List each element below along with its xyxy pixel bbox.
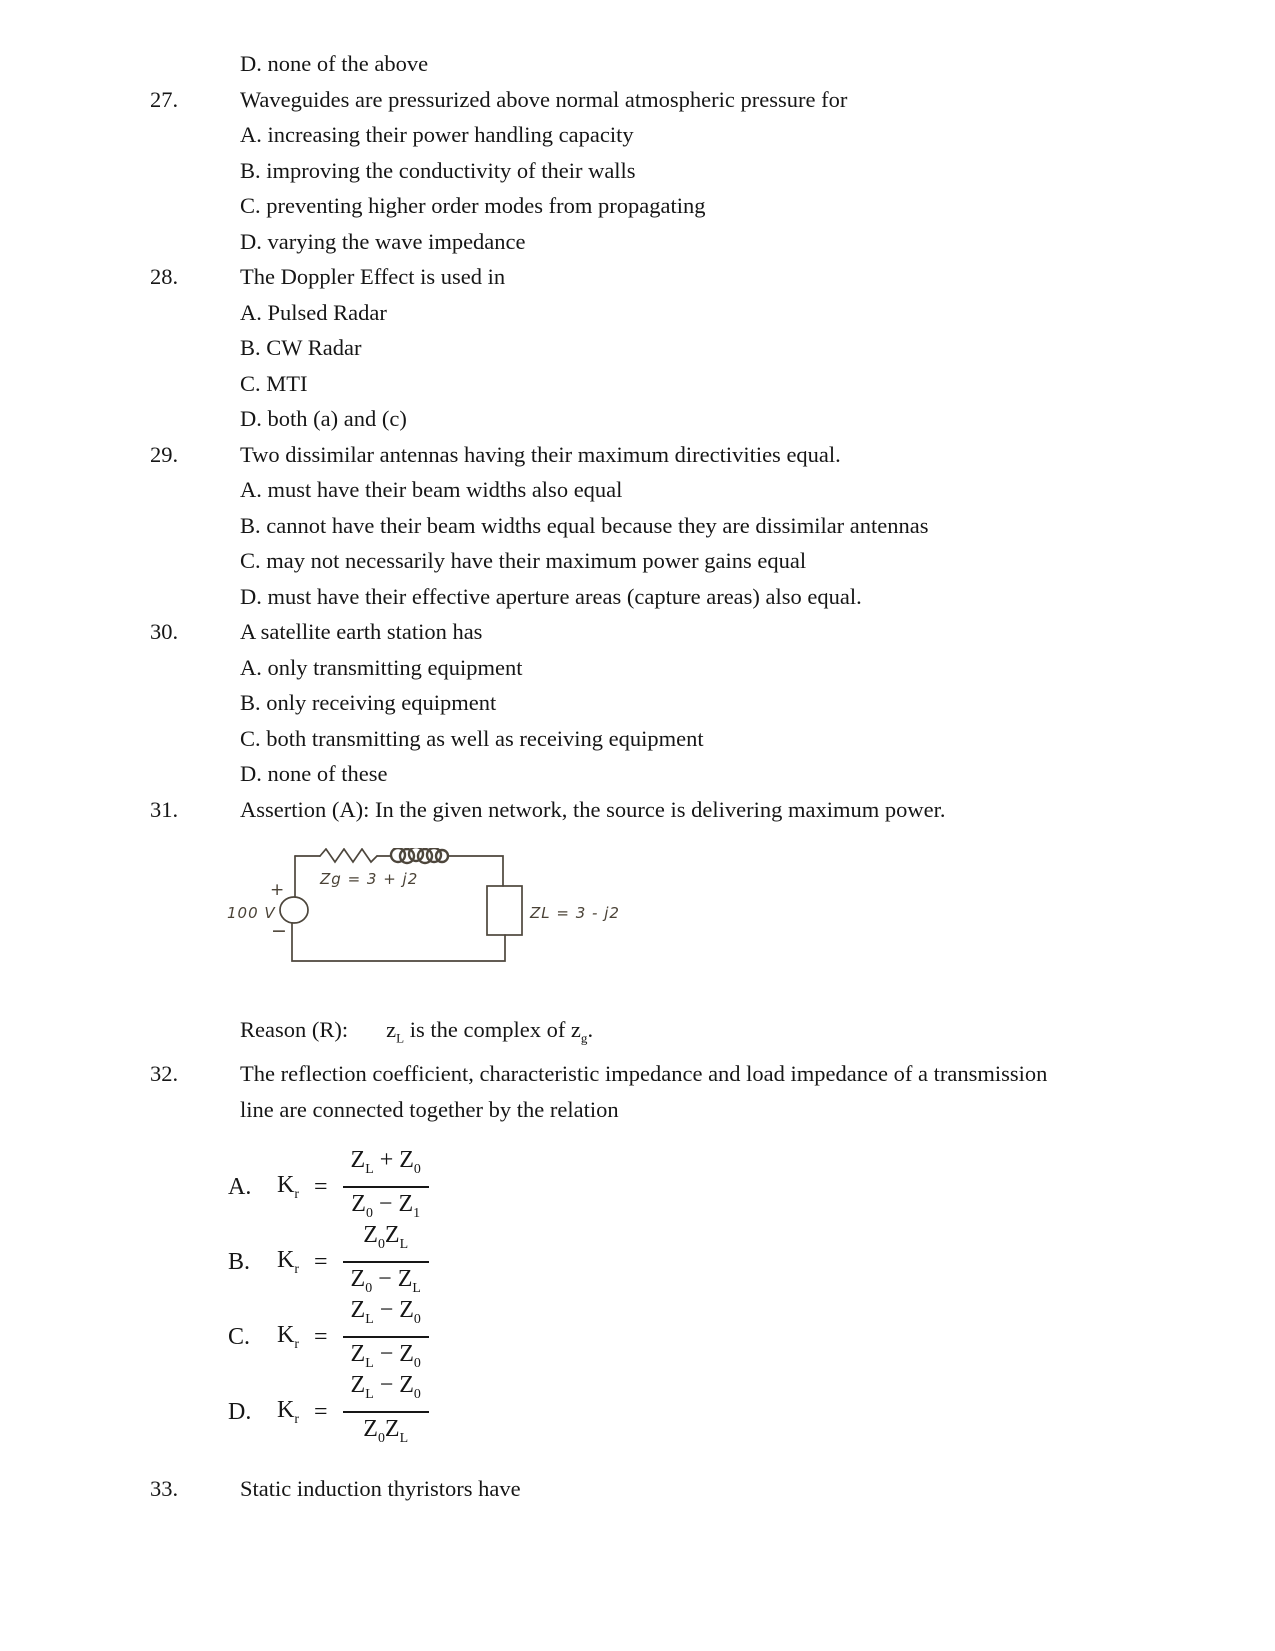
question-number: 29. (150, 441, 179, 467)
inductor-coil (391, 848, 448, 863)
question-33 (0, 1471, 1275, 1507)
question-number: 30. (150, 619, 179, 644)
question-number: 31. (150, 796, 179, 822)
question-number: 33. (150, 1476, 179, 1501)
fraction (343, 1371, 429, 1453)
option: D. none of the above (240, 51, 429, 76)
option-label: A. (228, 1173, 252, 1200)
option-formula-d (228, 1372, 1275, 1446)
fraction-numerator: $Z_0Z_L$ (343, 1221, 429, 1263)
question-28 (0, 259, 1275, 437)
option: C. both transmitting as well as receiving equipment (240, 725, 704, 751)
option: B. cannot have their beam widths equal because they are dissimilar antennas (240, 512, 929, 538)
option: A. must have their beam widths also equal (240, 477, 623, 502)
question-text: Two dissimilar antennas having their maximum directivities equal. (240, 441, 841, 467)
circuit-svg (225, 848, 620, 978)
load-impedance-label: ZL = 3 - j2 (530, 904, 620, 922)
option-label: D. (228, 1398, 252, 1425)
question-number: 28. (150, 264, 179, 289)
option: B. improving the conductivity of their walls (240, 157, 636, 183)
minus-polarity: − (271, 920, 288, 942)
question-text: Static induction thyristors have (240, 1476, 521, 1501)
equals-sign: = (313, 1248, 328, 1275)
option-formula-b (228, 1222, 1275, 1296)
question-27 (0, 82, 1275, 260)
assertion-text: Assertion (A): In the given network, the source is delivering maximum power. (240, 796, 946, 822)
plus-polarity: + (270, 880, 286, 900)
question-number: 27. (150, 86, 179, 112)
fraction-numerator: $Z_L - Z_0$ (343, 1296, 429, 1338)
resistor-zigzag (320, 849, 377, 862)
fraction-denominator: $Z_0 - Z_L$ (350, 1266, 421, 1296)
option: B. only receiving equipment (240, 690, 497, 715)
option: A. only transmitting equipment (240, 654, 523, 680)
formula-lhs: $K_r$ (277, 1321, 299, 1352)
wire (292, 923, 505, 961)
option: A. Pulsed Radar (240, 299, 387, 325)
load-box (487, 886, 522, 935)
question-32 (0, 1056, 1275, 1457)
fraction (343, 1146, 429, 1228)
option: C. MTI (240, 370, 308, 396)
question-31 (0, 792, 1275, 1057)
option: D. must have their effective aperture areas (capture areas) also equal. (240, 583, 862, 609)
option: C. preventing higher order modes from propagating (240, 193, 706, 218)
option-formula-a (228, 1147, 1275, 1221)
question-text-line1: The reflection coefficient, characteristic impedance and load impedance of a transmission (240, 1061, 1048, 1086)
question-text-line2: line are connected together by the relation (240, 1096, 619, 1122)
fraction (343, 1296, 429, 1378)
option-label: B. (228, 1248, 251, 1275)
option: D. none of these (240, 761, 388, 786)
equals-sign: = (313, 1173, 328, 1200)
question-text: Waveguides are pressurized above normal atmospheric pressure for (240, 86, 848, 112)
wire (449, 856, 503, 886)
fraction (343, 1221, 429, 1303)
reason-text: $z_L$ is the complex of $z_g$. (386, 1017, 594, 1046)
source-voltage-label: 100 V (227, 904, 276, 922)
question-number: 32. (150, 1061, 179, 1086)
formula-lhs: $K_r$ (277, 1246, 299, 1277)
question-text: A satellite earth station has (240, 619, 483, 644)
reason-label: Reason (R): (240, 1017, 349, 1042)
formula-lhs: $K_r$ (277, 1396, 299, 1427)
fraction-numerator: $Z_L - Z_0$ (343, 1371, 429, 1413)
fraction-numerator: $Z_L + Z_0$ (343, 1146, 429, 1188)
formula-lhs: $K_r$ (277, 1171, 299, 1202)
option: B. CW Radar (240, 335, 362, 360)
option-label: C. (228, 1323, 251, 1350)
question-30 (0, 614, 1275, 792)
circuit-diagram (225, 848, 1275, 978)
option-formula-c (228, 1297, 1275, 1371)
option: C. may not necessarily have their maximum power gains equal (240, 548, 807, 573)
fraction-denominator: $Z_0Z_L$ (363, 1416, 409, 1446)
reason-row (240, 1012, 1275, 1056)
equals-sign: = (313, 1323, 328, 1350)
question-29 (0, 437, 1275, 615)
series-impedance-label: Zg = 3 + j2 (320, 870, 419, 888)
option: D. varying the wave impedance (240, 228, 526, 254)
fraction-denominator: $Z_L - Z_0$ (350, 1341, 421, 1371)
fraction-denominator: $Z_0 - Z_1$ (351, 1191, 421, 1221)
equals-sign: = (313, 1398, 328, 1425)
option: A. increasing their power handling capacity (240, 122, 634, 147)
question-text: The Doppler Effect is used in (240, 264, 506, 289)
option: D. both (a) and (c) (240, 406, 407, 431)
